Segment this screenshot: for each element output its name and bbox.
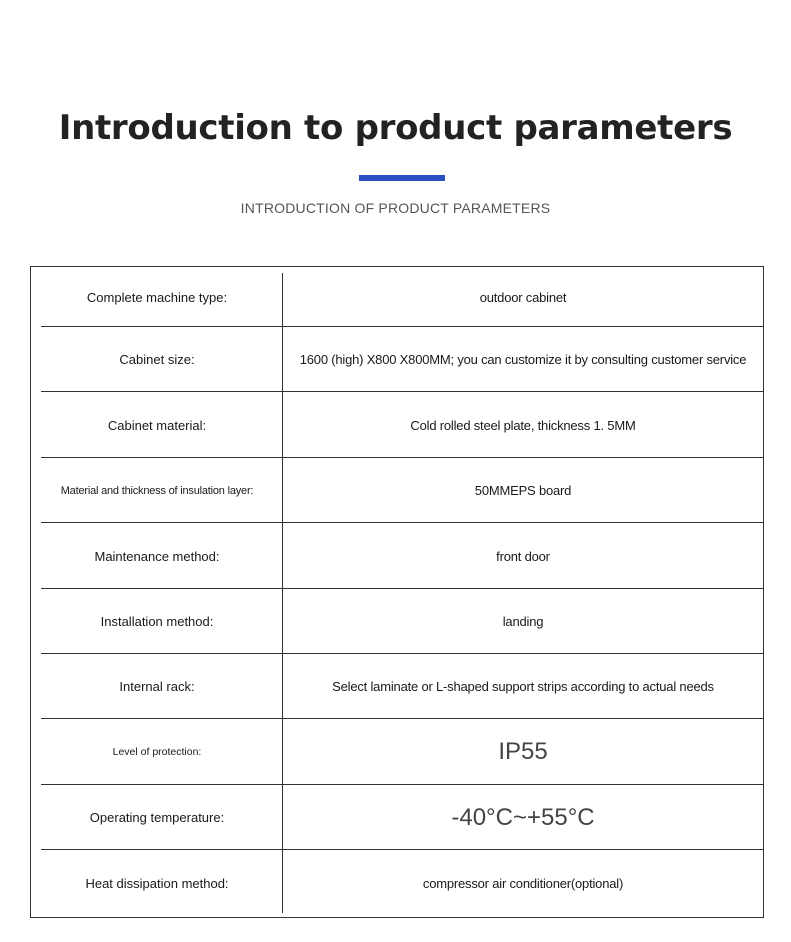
table-row [31,327,763,392]
param-value: Cold rolled steel plate, thickness 1. 5MM [410,417,636,433]
table-row [31,589,763,654]
param-value: outdoor cabinet [479,289,567,305]
table-row [31,785,763,850]
table-row [31,654,763,719]
param-value: 50MMEPS board [474,483,572,498]
param-label: Installation method: [100,614,214,629]
title-accent-bar [359,175,445,181]
param-label: Cabinet material: [107,417,207,433]
param-value: Select laminate or L-shaped support strips according to actual needs [332,679,714,694]
param-label: Internal rack: [119,679,195,694]
param-label: Cabinet size: [119,352,195,367]
param-value: 1600 (high) X800 X800MM; you can customize it by consulting customer service [299,352,747,367]
parameters-table [30,266,764,918]
param-label: Heat dissipation method: [85,876,229,891]
table-row [31,392,763,458]
param-label: Maintenance method: [94,548,220,564]
param-label: Operating temperature: [89,810,225,825]
param-label: Complete machine type: [86,289,228,305]
param-value: front door [496,548,550,564]
param-value: compressor air conditioner(optional) [422,876,624,891]
param-label: Level of protection: [112,746,202,758]
table-row [31,850,763,917]
page-subtitle: INTRODUCTION OF PRODUCT PARAMETERS [240,200,551,216]
table-row [31,458,763,523]
param-value: -40°C~+55°C [451,803,595,831]
param-label: Material and thickness of insulation layer: [60,484,254,497]
param-value: IP55 [498,738,548,765]
table-row [31,523,763,589]
table-row [31,267,763,327]
page-title: Introduction to product parameters [58,108,733,148]
table-row [31,719,763,785]
param-value: landing [502,614,544,629]
